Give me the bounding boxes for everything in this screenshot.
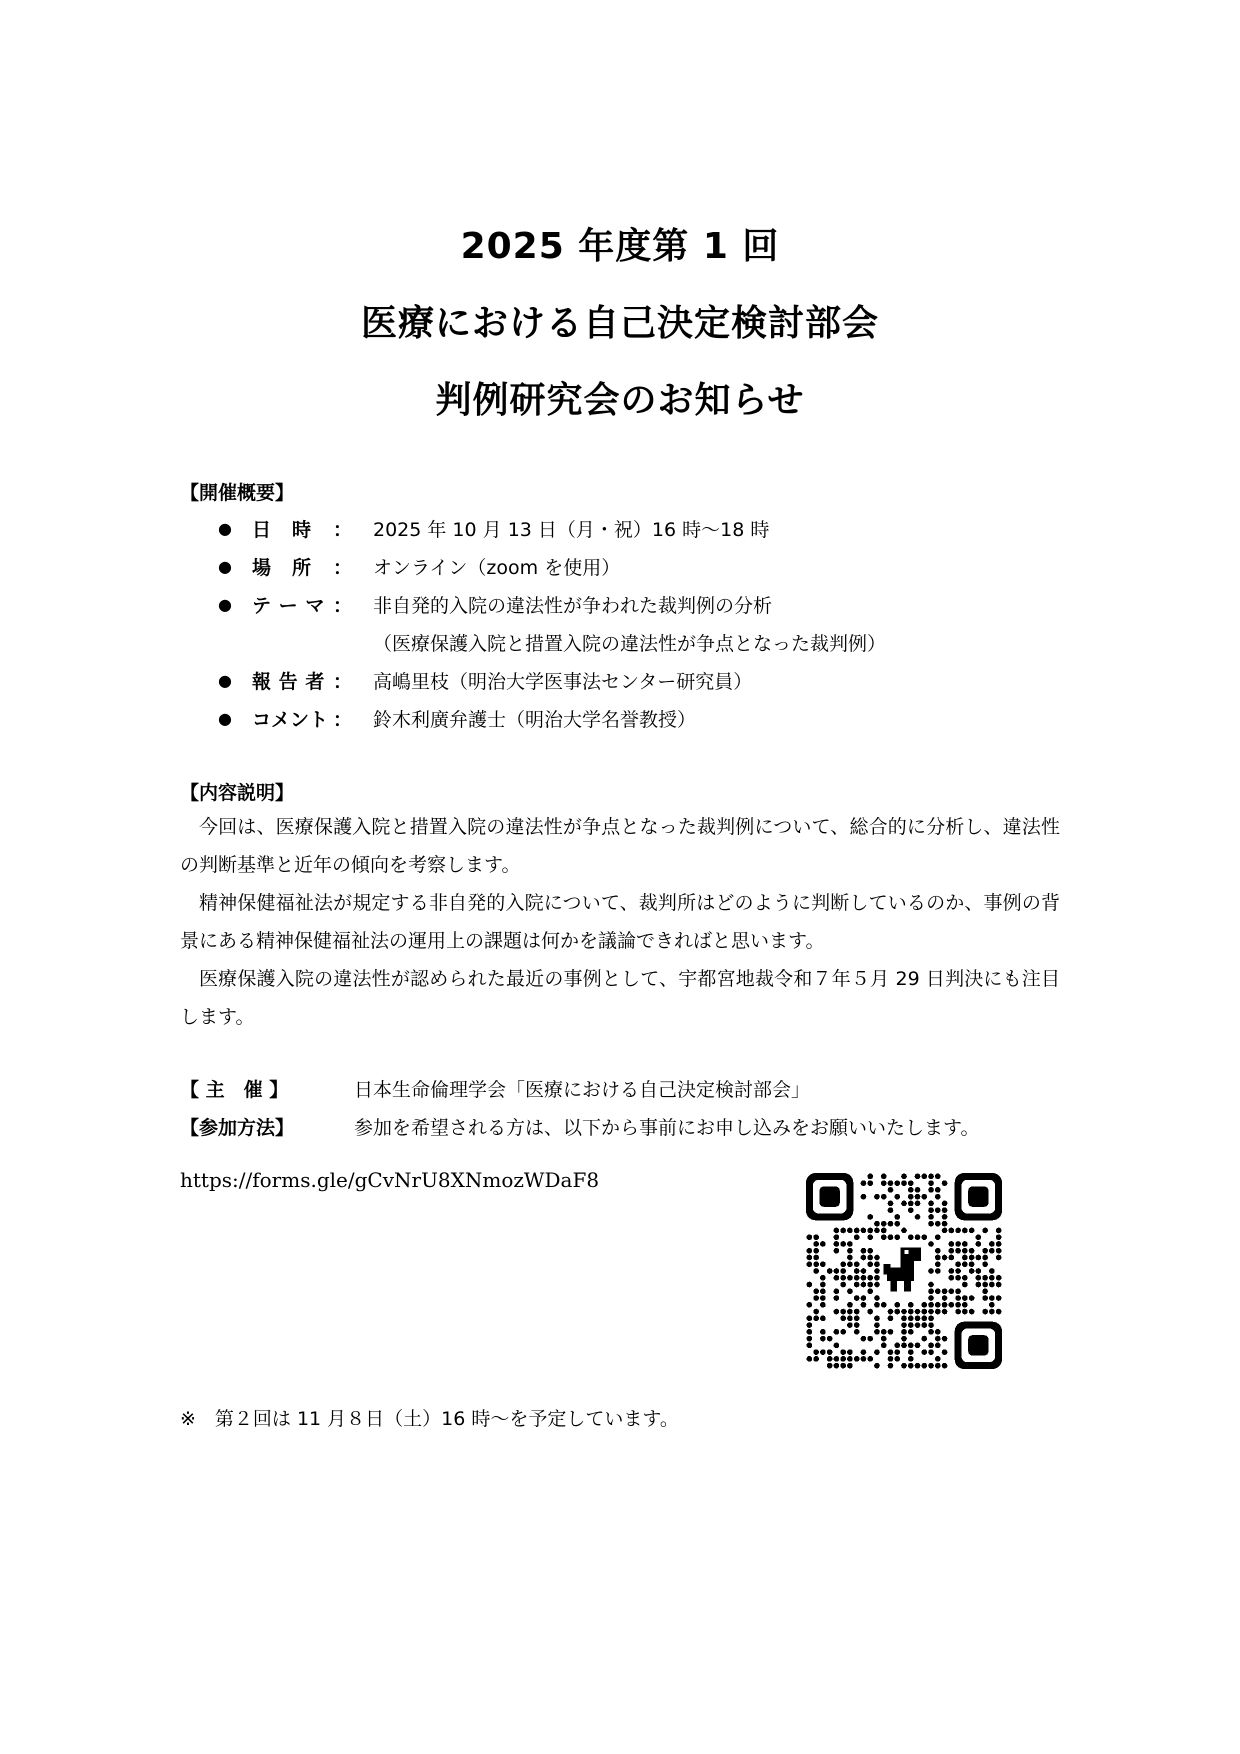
- participation-value: 参加を希望される方は、以下から事前にお申し込みをお願いいたします。: [354, 1117, 980, 1139]
- value-theme-sub: （医療保護入院と措置入院の違法性が争点となった裁判例）: [373, 633, 887, 655]
- label-comment: コメント ：: [252, 709, 352, 731]
- dinosaur-icon: [880, 1244, 927, 1298]
- form-link[interactable]: https://forms.gle/gCvNrU8XNmozWDaF8: [180, 1168, 600, 1192]
- label-place: 場 所 ：: [252, 557, 352, 579]
- value-place: オンライン（zoom を使用）: [373, 557, 621, 579]
- bullet-icon: ●: [218, 595, 232, 614]
- bullet-icon: ●: [218, 557, 232, 576]
- overview-heading: 【開催概要】: [180, 482, 295, 504]
- label-theme: テ ー マ ：: [252, 595, 352, 617]
- value-comment: 鈴木利廣弁護士（明治大学名誉教授）: [373, 709, 697, 731]
- description-body: [180, 808, 1060, 1036]
- organizer-value: 日本生命倫理学会「医療における自己決定検討部会」: [354, 1079, 811, 1101]
- qr-code-icon[interactable]: [806, 1173, 1002, 1369]
- description-paragraph: 医療保護入院の違法性が認められた最近の事例として、宇都宮地裁令和７年５月 29 日判決にも注目します。: [180, 968, 1060, 1028]
- bullet-icon: ●: [218, 519, 232, 538]
- footnote: ※ 第２回は 11 月８日（土）16 時～を予定しています。: [180, 1408, 679, 1430]
- bullet-icon: ●: [218, 671, 232, 690]
- value-theme: 非自発的入院の違法性が争われた裁判例の分析: [373, 595, 773, 617]
- label-presenter: 報 告 者 ：: [252, 671, 352, 693]
- description-paragraph: 今回は、医療保護入院と措置入院の違法性が争点となった裁判例について、総合的に分析し、違法性の判断基準と近年の傾向を考察します。: [180, 816, 1060, 876]
- description-heading: 【内容説明】: [180, 782, 295, 804]
- title-line-1: 2025 年度第 1 回: [460, 226, 780, 267]
- title-line-3: 判例研究会のお知らせ: [435, 380, 805, 421]
- bullet-icon: ●: [218, 709, 232, 728]
- participation-label: 【参加方法】: [180, 1117, 295, 1139]
- label-datetime: 日 時 ：: [252, 519, 352, 541]
- organizer-label: 【 主 催 】: [180, 1079, 289, 1101]
- value-presenter: 高嶋里枝（明治大学医事法センター研究員）: [373, 671, 753, 693]
- description-paragraph: 精神保健福祉法が規定する非自発的入院について、裁判所はどのように判断しているのか、事例の背景にある精神保健福祉法の運用上の課題は何かを議論できればと思います。: [180, 892, 1060, 952]
- value-datetime: 2025 年 10 月 13 日（月・祝）16 時～18 時: [373, 519, 770, 541]
- title-line-2: 医療における自己決定検討部会: [360, 303, 879, 344]
